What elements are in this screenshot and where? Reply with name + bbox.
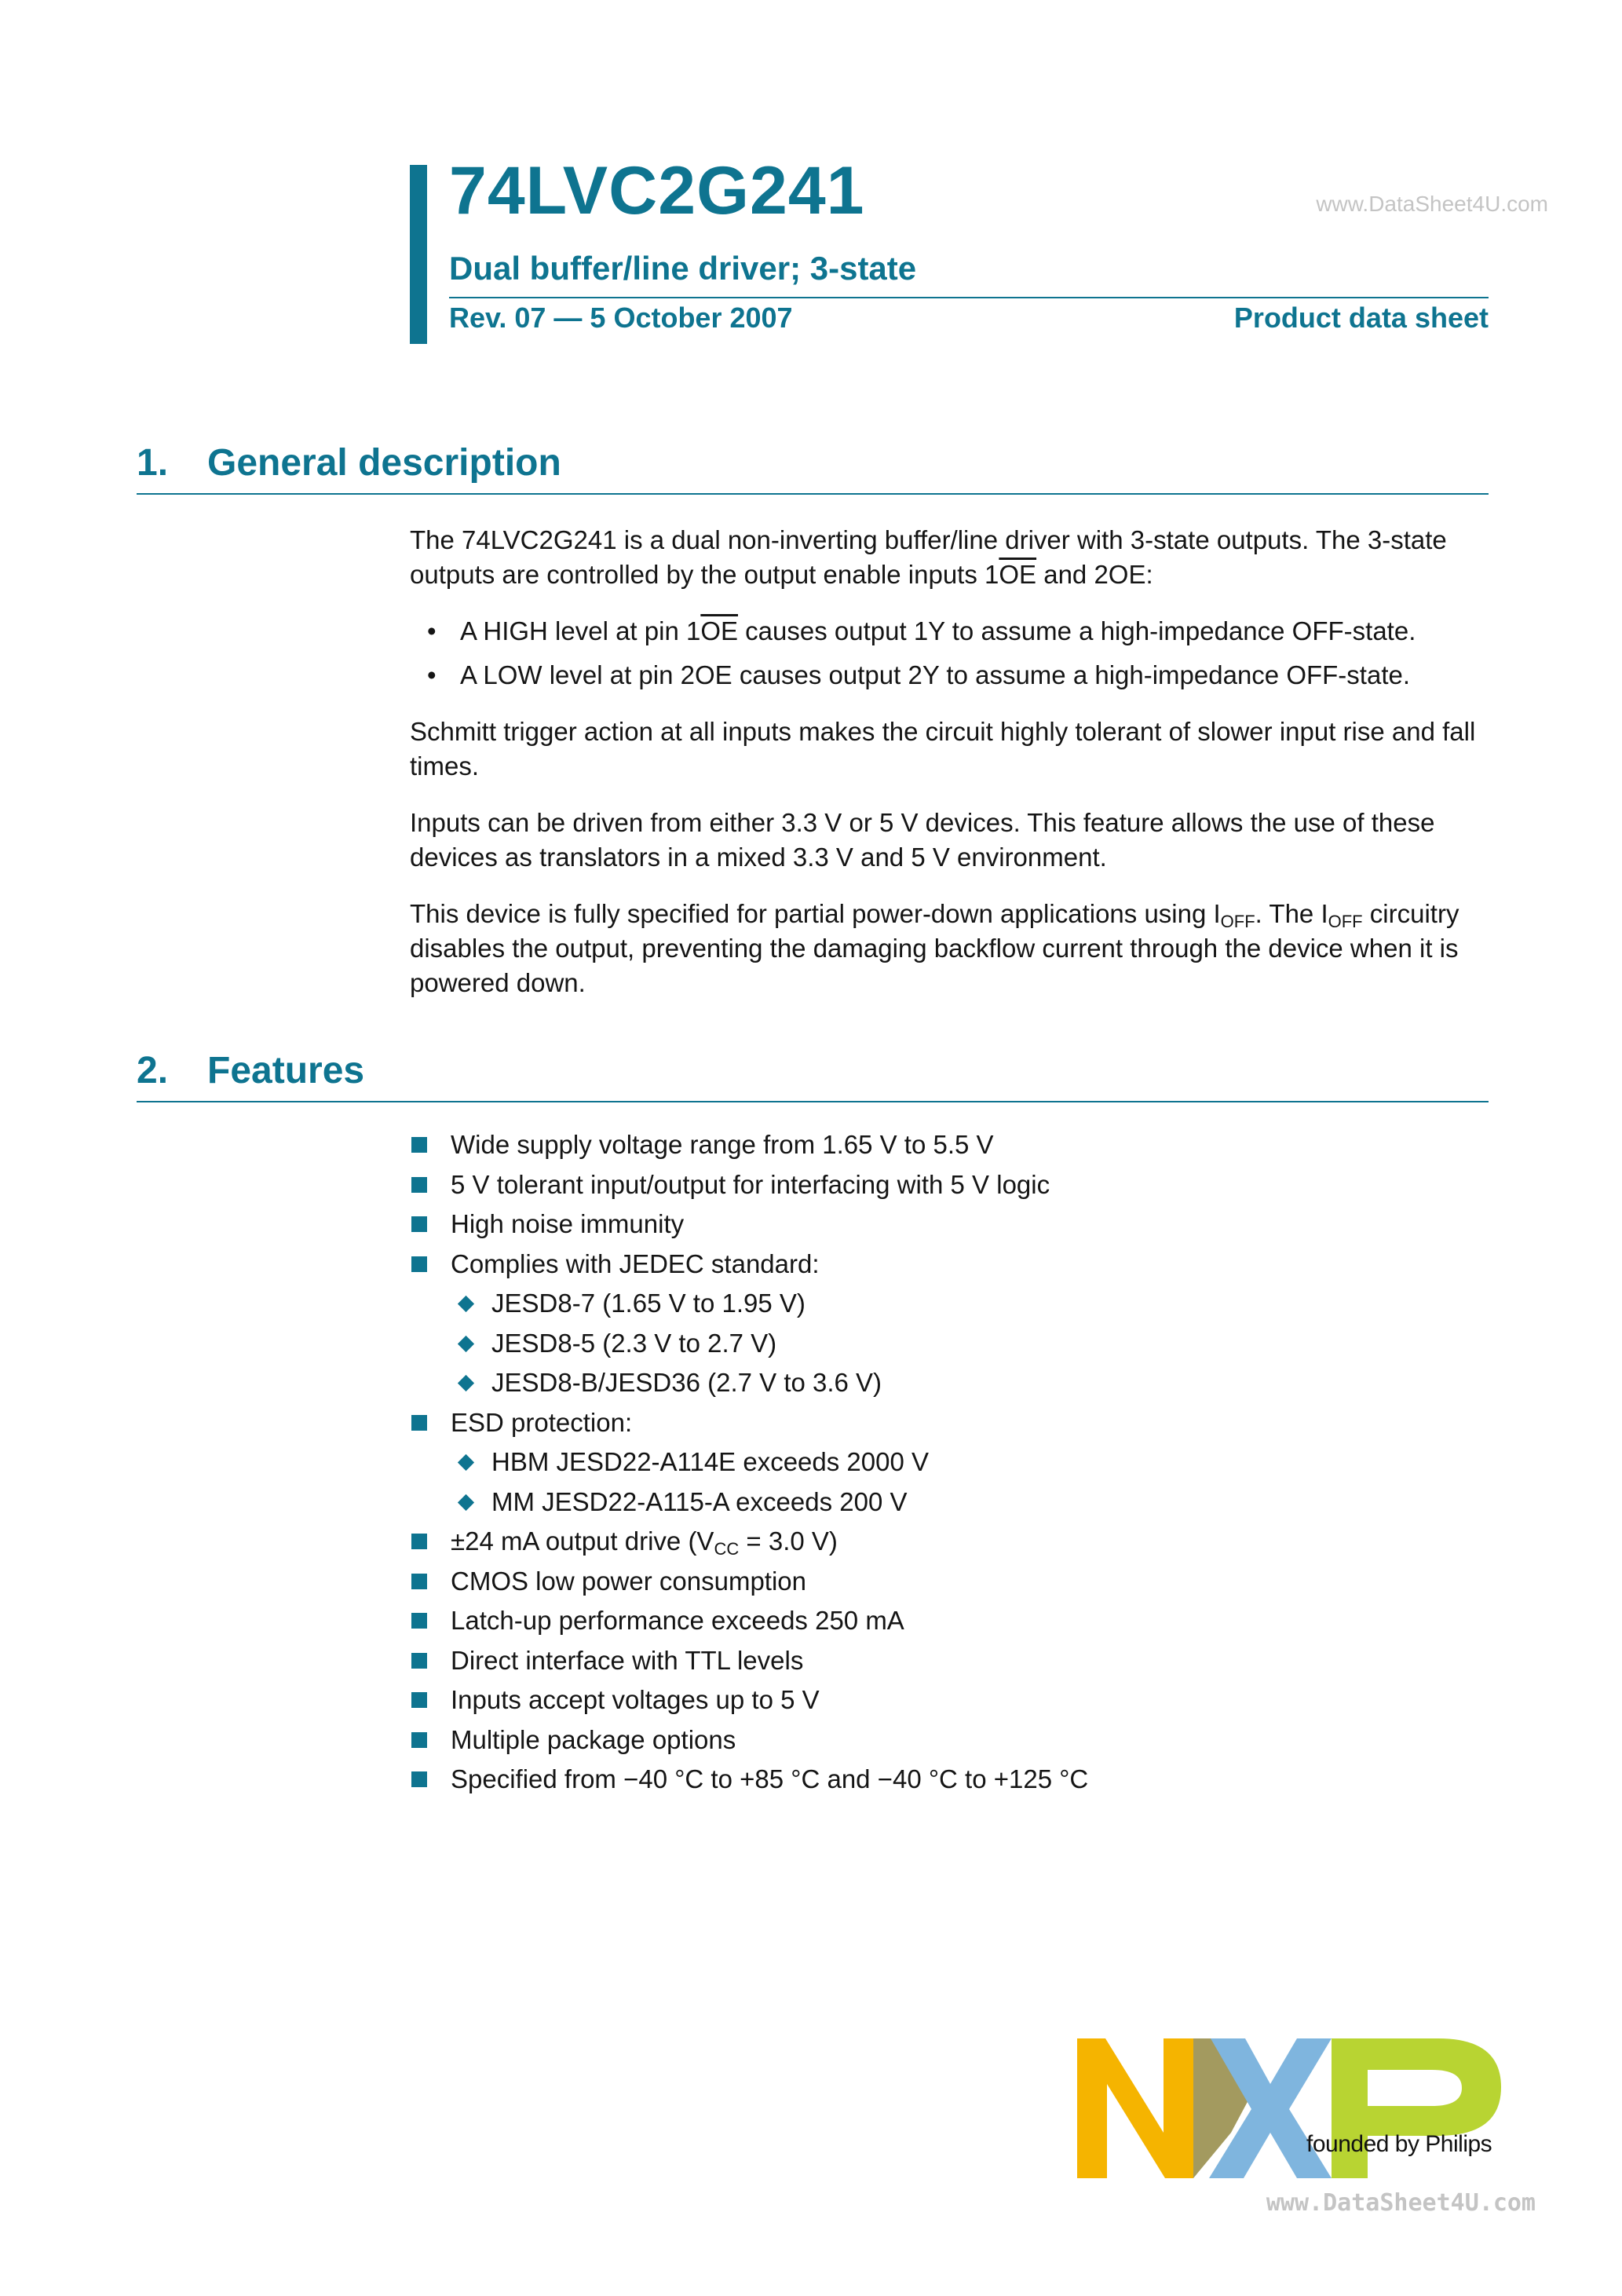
oe-bullet-list [410,614,1489,693]
list-item: 5 V tolerant input/output for interfacing with 5 V logic [410,1168,1489,1208]
square-bullet-icon [411,1415,427,1431]
list-item: Complies with JEDEC standard: [410,1247,1489,1287]
square-bullet-icon [411,1732,427,1748]
document-type: Product data sheet [1233,302,1489,334]
square-bullet-icon [411,1216,427,1232]
features-body [410,1128,1489,1802]
ioff-paragraph: This device is fully specified for partial power-down applications using $I_{OFF}$. The $I_{OFF}$ circuitry disables the output, preventing the damaging backflow current through the device when it is powered down. [410,899,1459,997]
section-2-title: Features [207,1050,365,1091]
list-item: • A LOW level at pin 2OE causes output 2Y to assume a high-impedance OFF-state. [410,658,1489,693]
list-item: Multiple package options [410,1723,1489,1763]
section-1-title: General description [207,442,561,484]
list-item: ESD protection: [410,1406,1489,1446]
diamond-bullet-icon [458,1296,474,1312]
list-item: • A HIGH level at pin $1\overline{OE}$ causes output 1Y to assume a high-impedance OFF-state. [410,614,1489,649]
list-subitem: MM JESD22-A115-A exceeds 200 V [410,1485,1489,1525]
list-subitem: HBM JESD22-A114E exceeds 2000 V [410,1445,1489,1485]
list-subitem: JESD8-B/JESD36 (2.7 V to 3.6 V) [410,1366,1489,1406]
list-item: Direct interface with TTL levels [410,1643,1489,1684]
list-subitem: JESD8-5 (2.3 V to 2.7 V) [410,1326,1489,1366]
watermark-top: www.DataSheet4U.com [1316,192,1548,216]
diamond-bullet-icon [458,1335,474,1351]
square-bullet-icon [411,1177,427,1193]
list-item: ±24 mA output drive ($V_{CC} = 3.0$ V) [410,1524,1489,1564]
list-subitem: JESD8-7 (1.65 V to 1.95 V) [410,1286,1489,1326]
bullet-icon: • [427,616,437,645]
list-item: High noise immunity [410,1207,1489,1247]
section-2-divider [137,1101,1489,1102]
section-1-number: 1. [137,442,169,484]
founded-by-philips: founded by Philips [1306,2131,1492,2157]
revision-info: Rev. 07 — 5 October 2007 [449,302,793,334]
list-item: Latch-up performance exceeds 250 mA [410,1603,1489,1643]
square-bullet-icon [411,1771,427,1787]
section-2-heading [137,1049,1489,1092]
diamond-bullet-icon [458,1375,474,1391]
features-list [410,1128,1489,1802]
square-bullet-icon [411,1574,427,1589]
section-1-heading [137,441,1489,484]
square-bullet-icon [411,1613,427,1629]
list-item: Wide supply voltage range from 1.65 V to 5.5 V [410,1128,1489,1168]
square-bullet-icon [411,1692,427,1708]
schmitt-paragraph: Schmitt trigger action at all inputs makes the circuit highly tolerant of slower input rise and fall times. [410,717,1476,781]
document-title: 74LVC2G241 [449,153,865,229]
header-divider [449,297,1489,298]
nxp-logo-n [1077,2038,1193,2178]
list-item: Inputs accept voltages up to 5 V [410,1683,1489,1723]
header-accent-bar [410,165,427,344]
bullet-icon: • [427,660,437,689]
section-1-body [410,523,1489,1022]
intro-paragraph: The 74LVC2G241 is a dual non-inverting buffer/line driver with 3-state outputs. The 3-state outputs are controlled by the output enable inputs $1\overline{OE}$ and 2OE: [410,525,1447,589]
diamond-bullet-icon [458,1454,474,1471]
list-item: CMOS low power consumption [410,1564,1489,1604]
square-bullet-icon [411,1137,427,1153]
document-subtitle: Dual buffer/line driver; 3-state [449,250,917,287]
section-1-divider [137,493,1489,495]
section-2-number: 2. [137,1050,169,1091]
square-bullet-icon [411,1256,427,1272]
watermark-bottom: www.DataSheet4U.com [1266,2189,1536,2217]
diamond-bullet-icon [458,1493,474,1510]
list-item: Specified from −40 °C to +85 °C and −40 °C to +125 °C [410,1762,1489,1802]
square-bullet-icon [411,1534,427,1549]
square-bullet-icon [411,1653,427,1669]
inputs-paragraph: Inputs can be driven from either 3.3 V or 5 V devices. This feature allows the use of these devices as translators in a mixed 3.3 V and 5 V environment. [410,808,1435,872]
